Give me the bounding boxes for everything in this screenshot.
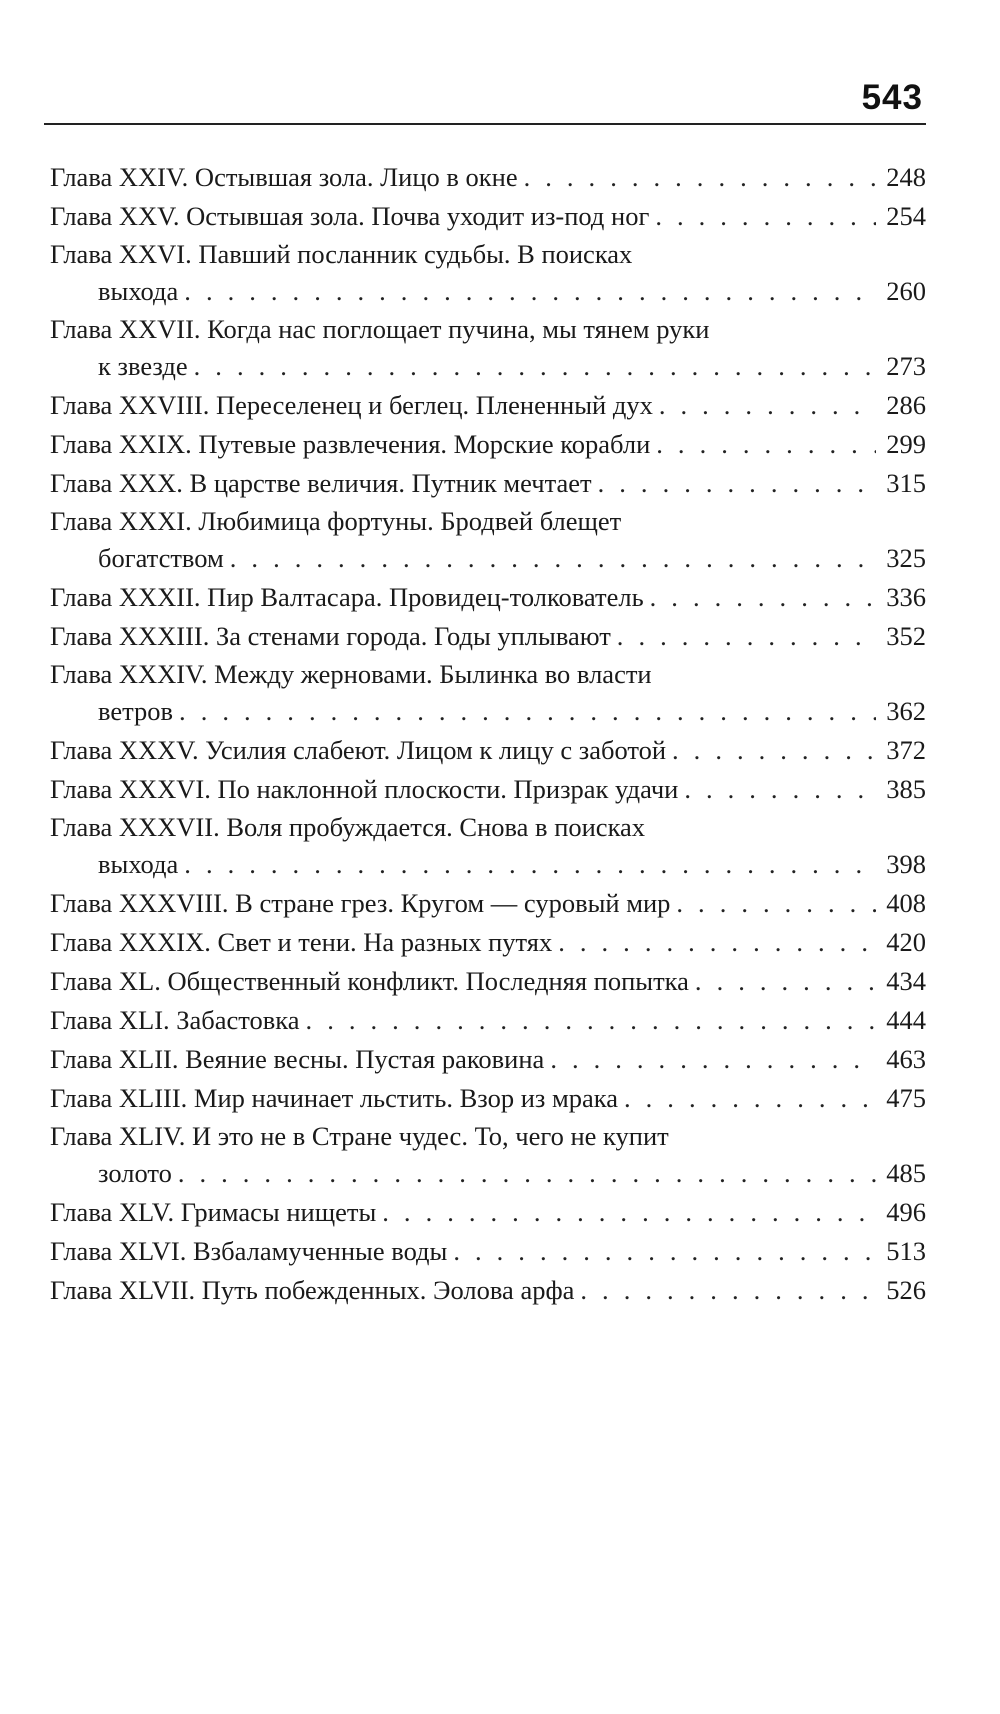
toc-line <box>50 1154 926 1193</box>
chapter-title: Глава XXVI. Павший посланник судьбы. В поисках <box>50 239 633 269</box>
toc-entry <box>50 770 926 809</box>
dot-leader <box>178 1154 876 1193</box>
page-reference: 299 <box>886 429 926 459</box>
toc-line <box>50 1271 926 1310</box>
page-reference: 336 <box>886 582 926 612</box>
chapter-title: Глава XXXIV. Между жерновами. Былинка во власти <box>50 659 652 689</box>
toc-entry <box>50 884 926 923</box>
page-reference: 260 <box>886 276 926 306</box>
page-reference: 513 <box>886 1236 926 1266</box>
toc-entry <box>50 425 926 464</box>
toc-line <box>50 962 926 1001</box>
page-reference: 352 <box>886 621 926 651</box>
toc-line <box>50 311 926 347</box>
page-reference: 463 <box>886 1044 926 1074</box>
dot-leader <box>598 464 876 503</box>
dot-leader <box>656 425 876 464</box>
toc-entry <box>50 1271 926 1310</box>
toc-entry <box>50 197 926 236</box>
toc-entry <box>50 809 926 884</box>
chapter-title: Глава XXXIX. Свет и тени. На разных путях <box>50 927 553 957</box>
chapter-title: Глава XXX. В царстве величия. Путник мечтает <box>50 468 592 498</box>
toc-line <box>50 1001 926 1040</box>
chapter-title: Глава XLII. Веяние весны. Пустая раковина <box>50 1044 545 1074</box>
chapter-title: Глава XXV. Остывшая зола. Почва уходит из-под ног <box>50 201 650 231</box>
toc-line <box>50 809 926 845</box>
chapter-title: Глава XLIV. И это не в Стране чудес. То, чего не купит <box>50 1121 669 1151</box>
toc-entry <box>50 578 926 617</box>
toc-line <box>50 1079 926 1118</box>
chapter-title: Глава XXXV. Усилия слабеют. Лицом к лицу с заботой <box>50 735 667 765</box>
toc-line <box>50 1232 926 1271</box>
chapter-title: выхода <box>98 849 179 879</box>
toc-line <box>50 884 926 923</box>
chapter-title: Глава XXXVI. По наклонной плоскости. Призрак удачи <box>50 774 679 804</box>
page-reference: 398 <box>886 849 926 879</box>
page-reference: 496 <box>886 1197 926 1227</box>
page-reference: 315 <box>886 468 926 498</box>
toc-entry <box>50 617 926 656</box>
toc-entry <box>50 311 926 386</box>
toc-line <box>50 386 926 425</box>
dot-leader <box>184 845 876 884</box>
toc-entry <box>50 1193 926 1232</box>
toc-line <box>50 1193 926 1232</box>
toc-entry <box>50 464 926 503</box>
chapter-title: Глава XXIV. Остывшая зола. Лицо в окне <box>50 162 518 192</box>
toc-line <box>50 197 926 236</box>
toc-line <box>50 731 926 770</box>
toc-entry <box>50 386 926 425</box>
page-reference: 362 <box>886 696 926 726</box>
toc-line <box>50 158 926 197</box>
chapter-title: Глава XXXVII. Воля пробуждается. Снова в поисках <box>50 812 646 842</box>
toc-line <box>50 617 926 656</box>
chapter-title: Глава XXVII. Когда нас поглощает пучина, мы тянем руки <box>50 314 710 344</box>
toc-line <box>50 539 926 578</box>
page-reference: 420 <box>886 927 926 957</box>
toc-line <box>50 1118 926 1154</box>
page-number: 543 <box>861 78 923 117</box>
page-reference: 254 <box>886 201 926 231</box>
dot-leader <box>672 731 876 770</box>
toc-line <box>50 272 926 311</box>
dot-leader <box>695 962 876 1001</box>
dot-leader <box>580 1271 876 1310</box>
toc-entry <box>50 1118 926 1193</box>
dot-leader <box>655 197 876 236</box>
dot-leader <box>558 923 876 962</box>
toc-entry <box>50 158 926 197</box>
dot-leader <box>624 1079 876 1118</box>
dot-leader <box>550 1040 876 1079</box>
chapter-title: Глава XLV. Гримасы нищеты <box>50 1197 377 1227</box>
toc-entry <box>50 656 926 731</box>
toc-entry <box>50 1001 926 1040</box>
toc-line <box>50 347 926 386</box>
chapter-title: Глава XXIX. Путевые развлечения. Морские корабли <box>50 429 651 459</box>
toc-line <box>50 1040 926 1079</box>
chapter-title: Глава XXXII. Пир Валтасара. Провидец-толкователь <box>50 582 644 612</box>
chapter-title: Глава XXXI. Любимица фортуны. Бродвей блещет <box>50 506 622 536</box>
chapter-title: Глава XLVII. Путь побежденных. Эолова арфа <box>50 1275 575 1305</box>
page-reference: 372 <box>886 735 926 765</box>
chapter-title: Глава XXXIII. За стенами города. Годы уплывают <box>50 621 611 651</box>
toc-entry <box>50 1079 926 1118</box>
page-reference: 444 <box>886 1005 926 1035</box>
page-reference: 385 <box>886 774 926 804</box>
chapter-title: золото <box>98 1158 172 1188</box>
chapter-title: Глава XLI. Забастовка <box>50 1005 300 1035</box>
dot-leader <box>524 158 876 197</box>
page-reference: 475 <box>886 1083 926 1113</box>
dot-leader <box>306 1001 876 1040</box>
dot-leader <box>617 617 876 656</box>
page-reference: 408 <box>886 888 926 918</box>
dot-leader <box>194 347 876 386</box>
toc-line <box>50 578 926 617</box>
table-of-contents <box>50 158 926 1310</box>
dot-leader <box>230 539 876 578</box>
toc-line <box>50 692 926 731</box>
toc-entry <box>50 503 926 578</box>
toc-line <box>50 464 926 503</box>
chapter-title: ветров <box>98 696 174 726</box>
toc-line <box>50 425 926 464</box>
chapter-title: Глава XXVIII. Переселенец и беглец. Плененный дух <box>50 390 653 420</box>
page-reference: 325 <box>886 543 926 573</box>
toc-entry <box>50 1040 926 1079</box>
page-reference: 286 <box>886 390 926 420</box>
page-reference: 485 <box>886 1158 926 1188</box>
dot-leader <box>650 578 876 617</box>
page-reference: 248 <box>886 162 926 192</box>
dot-leader <box>659 386 876 425</box>
dot-leader <box>684 770 876 809</box>
toc-entry <box>50 731 926 770</box>
toc-entry <box>50 1232 926 1271</box>
toc-line <box>50 770 926 809</box>
chapter-title: богатством <box>98 543 224 573</box>
chapter-title: Глава XLVI. Взбаламученные воды <box>50 1236 448 1266</box>
toc-line <box>50 923 926 962</box>
toc-entry <box>50 962 926 1001</box>
chapter-title: Глава XXXVIII. В стране грез. Кругом — суровый мир <box>50 888 671 918</box>
chapter-title: к звезде <box>98 351 188 381</box>
toc-entry <box>50 923 926 962</box>
toc-line <box>50 845 926 884</box>
chapter-title: Глава XL. Общественный конфликт. Последняя попытка <box>50 966 689 996</box>
page-reference: 434 <box>886 966 926 996</box>
dot-leader <box>184 272 876 311</box>
header-rule <box>44 123 926 125</box>
dot-leader <box>676 884 876 923</box>
dot-leader <box>179 692 876 731</box>
page-reference: 526 <box>886 1275 926 1305</box>
toc-line <box>50 503 926 539</box>
toc-line <box>50 656 926 692</box>
toc-entry <box>50 236 926 311</box>
page-reference: 273 <box>886 351 926 381</box>
chapter-title: выхода <box>98 276 179 306</box>
dot-leader <box>382 1193 876 1232</box>
toc-line <box>50 236 926 272</box>
dot-leader <box>453 1232 876 1271</box>
chapter-title: Глава XLIII. Мир начинает льстить. Взор из мрака <box>50 1083 618 1113</box>
